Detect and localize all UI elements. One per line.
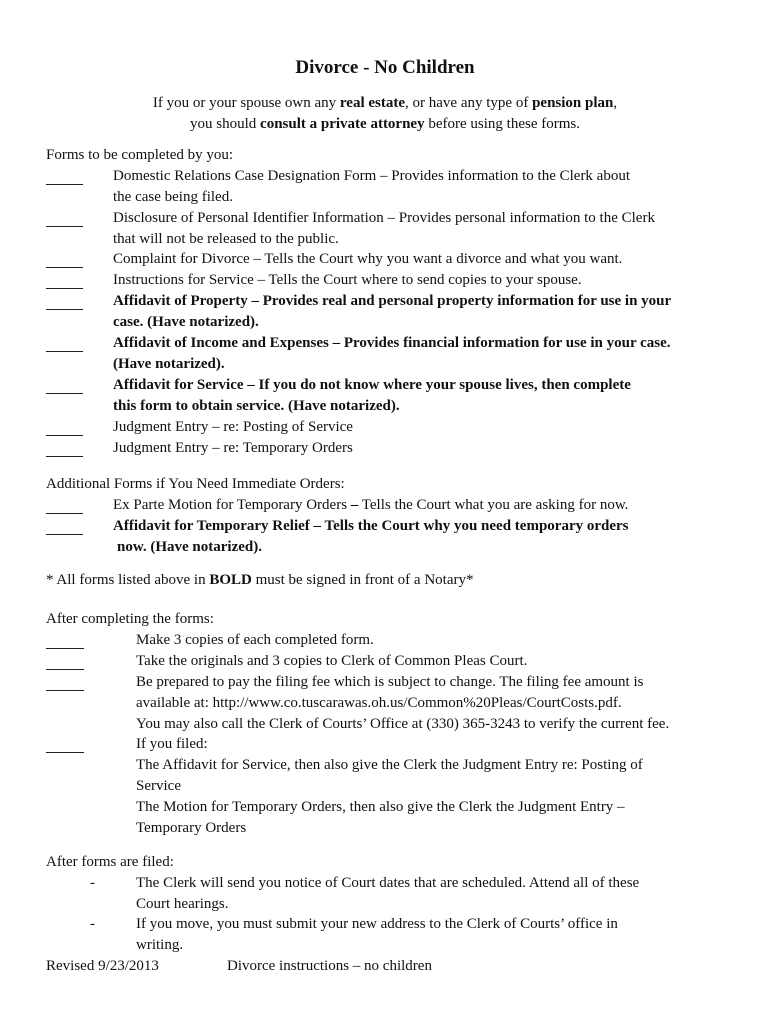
checkbox-blank[interactable] [46,208,83,227]
dash-bullet: - [90,916,95,932]
document-page: Divorce - No Children If you or your spouse own any real estate, or have any type of pension plan, you should consult a private attorney before using these forms. Forms to be completed by you: Domestic Relations Case Designation Form – Provides information to the Clerk about the case being filed. Disclosure of Personal Identifier Information – Provides personal information to the Clerk that will not be released to the public. Complaint for Divorce – Tells the Court why you want a divorce and what you want. Instructions for Service – Tells the Court where to send copies to your spouse. Affidavit of Property – Provides real and personal property information for use in your case. (Have notarized). Affidavit of Income and Expenses – Provides financial information for use in your case. (Have notarized). Affidavit for Service – If you do not know where your spouse lives, then complete this form to obtain service. (Have notarized). Judgment Entry – re: Posting of Service Judgment Entry – re: Temporary Orders Additional Forms if You Need Immediate Orders: Ex Parte Motion for Temporary Orders – Tells the Court what you are asking for now. Affidavit for Temporary Relief – Tells the Court why you need temporary orders now. (Have notarized). * All forms listed above in BOLD must be signed in front of a Notary* After completing the forms: Make 3 copies of each completed form. Take the originals and 3 copies to Clerk of Common Pleas Court. Be prepared to pay the filing fee which is subject to change. The filing fee amount is available at: http://www.co.tuscarawas.oh.us/Common%20Pleas/CourtCosts.pdf. You may also call the Clerk of Courts’ Office at (330) 365-3243 to verify the current fee. If you filed: The Affidavit for Service, then also give the Clerk the Judgment Entry re: Posting of Service The Motion for Temporary Orders, then also give the Clerk the Judgment Entry – Temporary Orders After forms are filed: - The Clerk will send you notice of Court dates that are scheduled. Attend all of these Court hearings. - If you move, you must submit your new address to the Clerk of Courts’ office in writing. Revised 9/23/2013 Divorce instructions – no children [0,0,770,1024]
notary-note: * All forms listed above in BOLD must be signed in front of a Notary* [46,572,474,588]
checkbox-blank[interactable] [46,438,83,457]
footer-document-name: Divorce instructions – no children [227,958,432,974]
after-completing-heading: After completing the forms: [46,611,214,627]
checkbox-blank[interactable] [46,651,84,670]
forms-section-heading: Forms to be completed by you: [46,147,234,163]
checkbox-blank[interactable] [46,734,84,753]
checkbox-blank[interactable] [46,166,83,185]
intro-warning [0,93,770,135]
dash-bullet: - [90,875,95,891]
after-filed-heading: After forms are filed: [46,854,174,870]
checkbox-blank[interactable] [46,333,83,352]
checkbox-blank[interactable] [46,495,83,514]
checkbox-blank[interactable] [46,375,83,394]
checkbox-blank[interactable] [46,516,83,535]
checkbox-blank[interactable] [46,249,83,268]
intro-line-1: If you or your spouse own any real estate, or have any type of pension plan, [152,95,618,111]
checkbox-blank[interactable] [46,270,83,289]
checkbox-blank[interactable] [46,672,84,691]
intro-line-2: you should consult a private attorney before using these forms. [190,116,580,132]
checkbox-blank[interactable] [46,417,83,436]
footer-revised-date: Revised 9/23/2013 [46,958,159,974]
checkbox-blank[interactable] [46,630,84,649]
page-title: Divorce - No Children [295,57,475,78]
checkbox-blank[interactable] [46,291,83,310]
additional-section-heading: Additional Forms if You Need Immediate Orders: [46,476,345,492]
